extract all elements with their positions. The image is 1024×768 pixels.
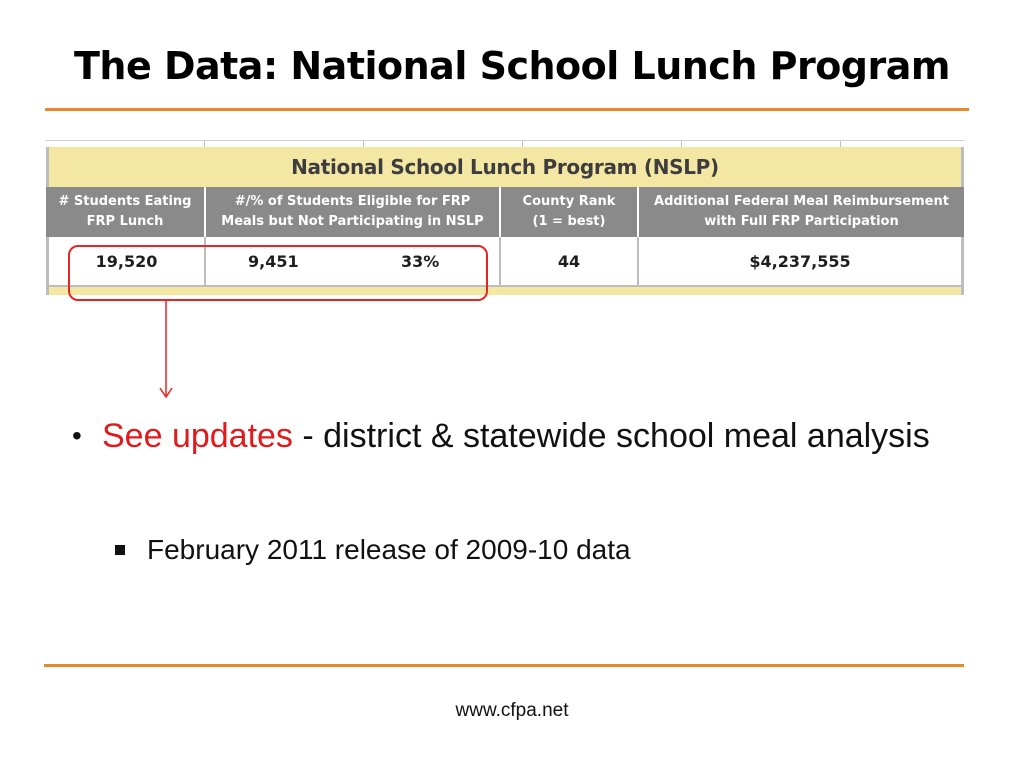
cell-eligible-count: 9,451: [248, 252, 299, 271]
highlight-callout-box: [68, 245, 488, 301]
header-line: Additional Federal Meal Reimbursement: [654, 194, 949, 209]
bullet-main-rest: - district & statewide school meal analysis: [292, 417, 930, 455]
header-line: FRP Lunch: [86, 214, 164, 229]
header-county-rank: [501, 187, 639, 237]
cell-additional-reimbursement: $4,237,555: [749, 252, 851, 271]
header-line: Meals but Not Participating in NSLP: [221, 214, 484, 229]
footer-url[interactable]: www.cfpa.net: [455, 700, 569, 721]
down-arrow-icon: [156, 300, 176, 400]
title-divider: [45, 108, 969, 111]
square-bullet-icon: [115, 545, 125, 555]
header-line: with Full FRP Participation: [704, 214, 899, 229]
header-line: County Rank: [522, 194, 616, 209]
slide-title: The Data: National School Lunch Program: [73, 44, 950, 88]
footer-divider: [44, 664, 964, 667]
header-students-eating: [46, 187, 206, 237]
header-additional-reimbursement: [639, 187, 964, 237]
header-line: # Students Eating: [58, 194, 192, 209]
header-line: (1 = best): [532, 214, 606, 229]
header-line: #/% of Students Eligible for FRP: [234, 194, 471, 209]
bullet-main-text: [102, 410, 972, 462]
cell-eligible-percent: 33%: [401, 252, 440, 271]
see-updates-link[interactable]: See updates: [102, 417, 293, 455]
cell-county-rank: 44: [501, 237, 639, 285]
bullet-dot-icon: •: [72, 420, 82, 451]
table-header-row: [46, 187, 964, 237]
header-eligible-not-participating: [206, 187, 501, 237]
table-title: National School Lunch Program (NSLP): [46, 147, 964, 187]
cell-students-eating: 19,520: [49, 237, 206, 285]
table-top-edge: [46, 140, 964, 147]
bullet-sub-text: February 2011 release of 2009-10 data: [147, 534, 631, 565]
